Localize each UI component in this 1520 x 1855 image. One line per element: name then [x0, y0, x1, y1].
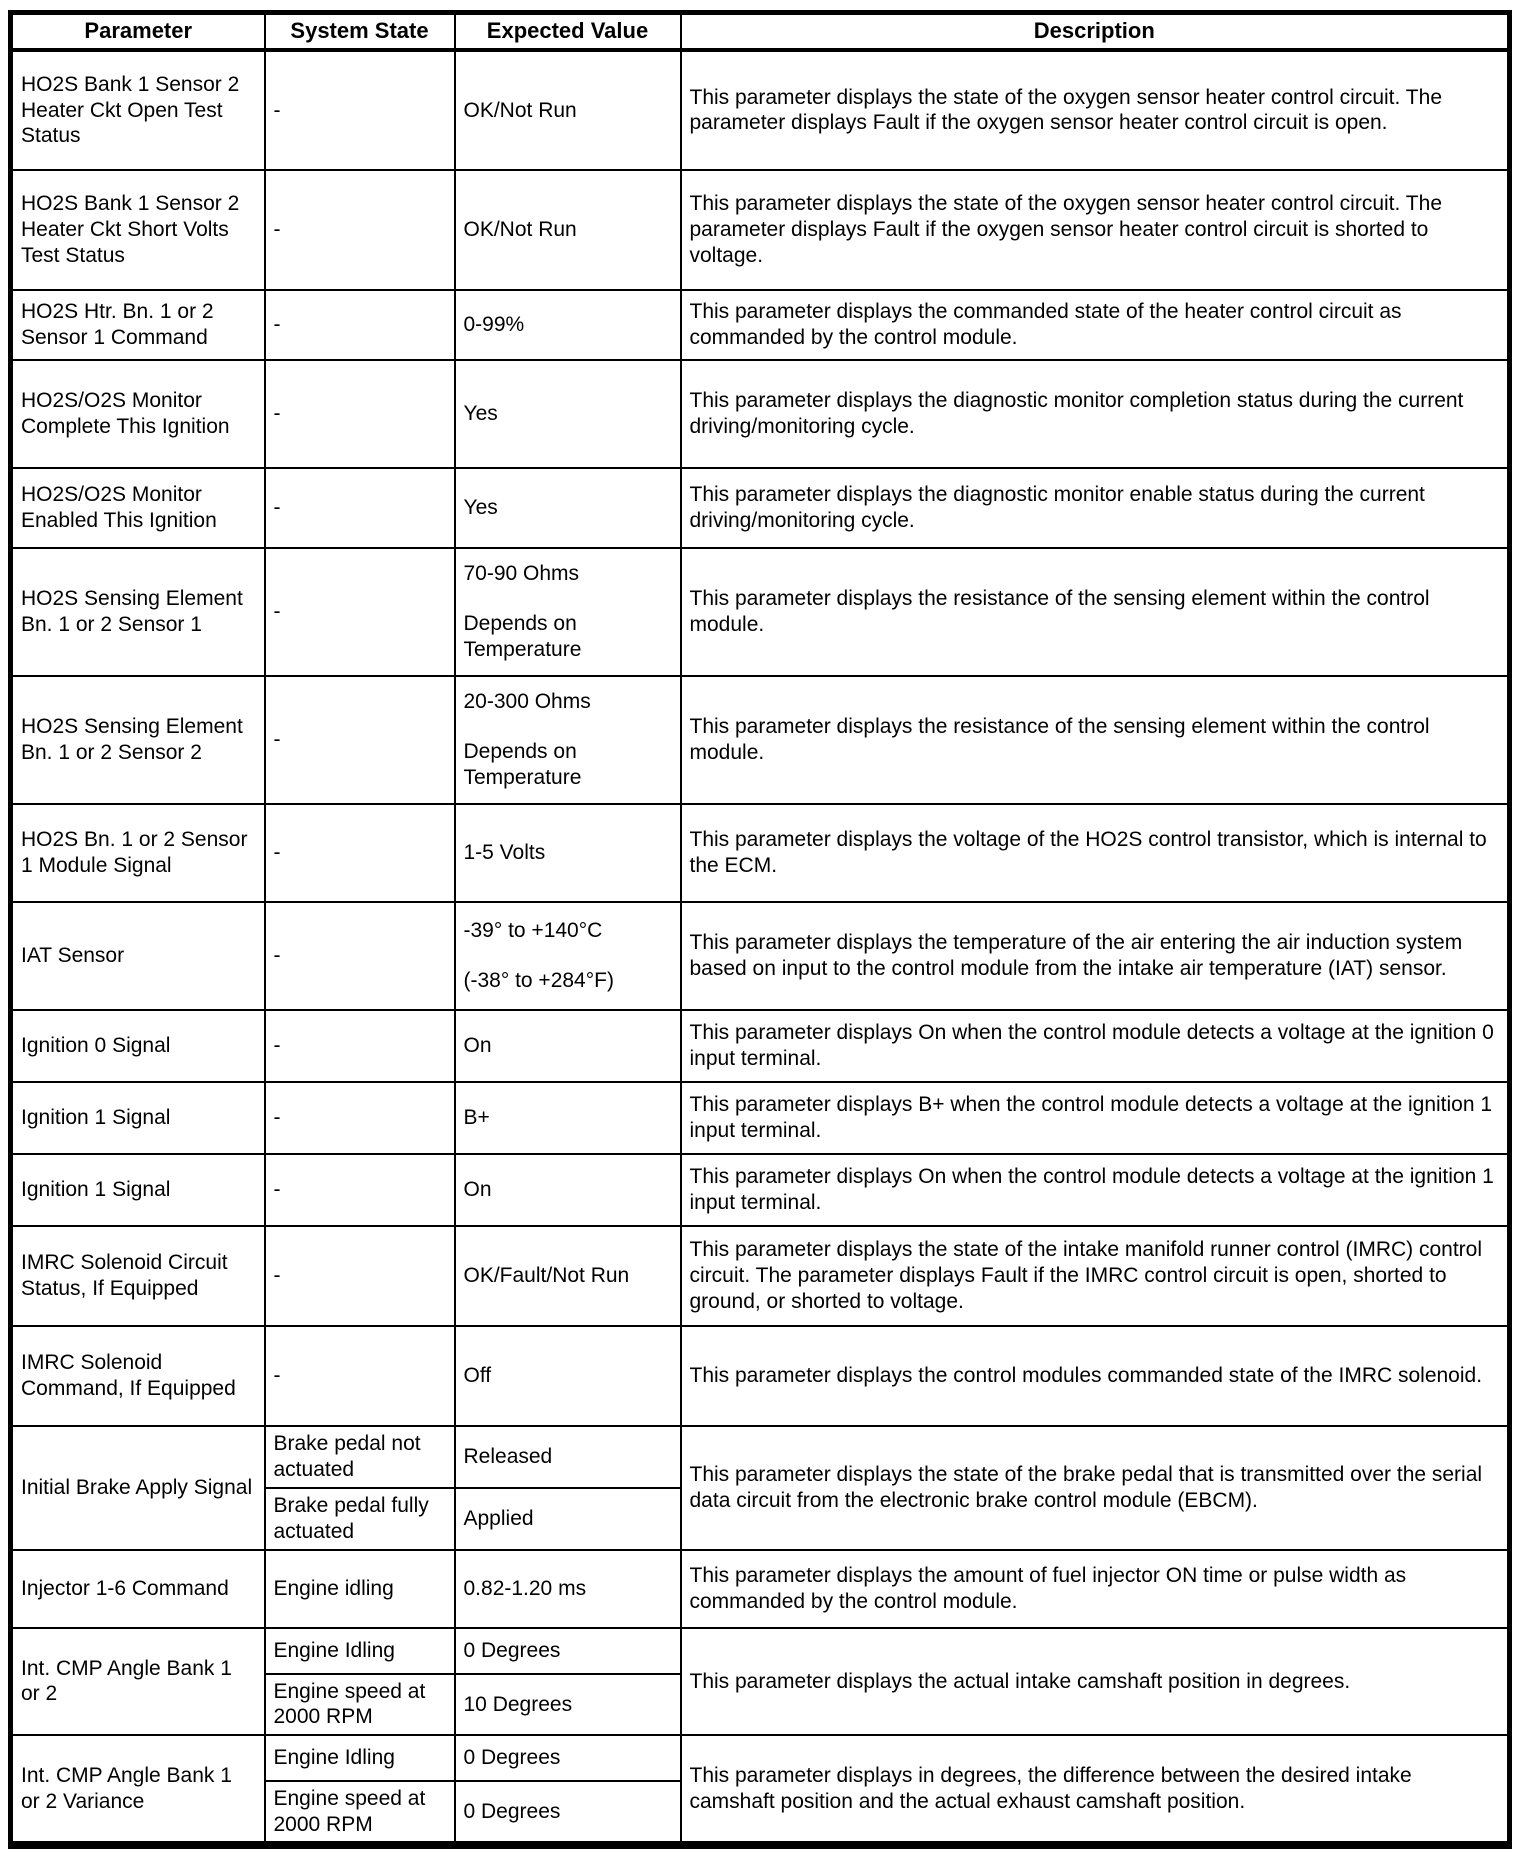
param-cell: Ignition 0 Signal: [11, 1010, 265, 1082]
table-row: [11, 1154, 1510, 1226]
value-cell: 0 Degrees: [455, 1781, 681, 1845]
value-cell: On: [455, 1154, 681, 1226]
param-cell: Ignition 1 Signal: [11, 1154, 265, 1226]
desc-cell: This parameter displays the actual intake camshaft position in degrees.: [681, 1628, 1510, 1735]
param-cell: HO2S/O2S Monitor Enabled This Ignition: [11, 468, 265, 548]
param-cell: IMRC Solenoid Command, If Equipped: [11, 1326, 265, 1426]
table-row: [11, 290, 1510, 360]
state-cell: -: [265, 50, 455, 170]
header-parameter: Parameter: [11, 13, 265, 50]
state-cell: Engine speed at 2000 RPM: [265, 1674, 455, 1735]
table-row: [11, 902, 1510, 1010]
state-cell: -: [265, 360, 455, 468]
state-cell: -: [265, 1326, 455, 1426]
header-description: Description: [681, 13, 1510, 50]
value-line-1: 70-90 Ohms: [463, 562, 580, 586]
desc-cell: This parameter displays the commanded state of the heater control circuit as commanded by the control module.: [681, 290, 1510, 360]
table-row: [11, 1426, 1510, 1488]
value-line-1: -39° to +140°C: [463, 919, 603, 943]
value-cell: 0.82-1.20 ms: [455, 1550, 681, 1628]
state-cell: -: [265, 1226, 455, 1326]
desc-cell: This parameter displays in degrees, the difference between the desired intake camshaft position and the actual exhaust camshaft position.: [681, 1735, 1510, 1845]
header-system-state: System State: [265, 13, 455, 50]
table-row: [11, 360, 1510, 468]
table-row: [11, 548, 1510, 676]
value-cell: B+: [455, 1082, 681, 1154]
desc-cell: This parameter displays the resistance of the sensing element within the control module.: [681, 548, 1510, 676]
state-cell: Engine Idling: [265, 1628, 455, 1674]
value-line-2: Depends on Temperature: [463, 740, 582, 789]
state-cell: -: [265, 1154, 455, 1226]
state-cell: -: [265, 1010, 455, 1082]
table-row: [11, 1010, 1510, 1082]
table-row: [11, 1082, 1510, 1154]
desc-cell: This parameter displays the state of the oxygen sensor heater control circuit. The parameter displays Fault if the oxygen sensor heater control circuit is shorted to voltage.: [681, 170, 1510, 290]
value-cell: Applied: [455, 1488, 681, 1550]
state-cell: -: [265, 902, 455, 1010]
value-cell: 1-5 Volts: [455, 804, 681, 902]
value-cell: Released: [455, 1426, 681, 1488]
param-cell: Ignition 1 Signal: [11, 1082, 265, 1154]
desc-cell: This parameter displays the temperature of the air entering the air induction system based on input to the control module from the intake air temperature (IAT) sensor.: [681, 902, 1510, 1010]
value-cell: OK/Not Run: [455, 50, 681, 170]
table-row: [11, 50, 1510, 170]
state-cell: -: [265, 804, 455, 902]
desc-cell: This parameter displays B+ when the control module detects a voltage at the ignition 1 input terminal.: [681, 1082, 1510, 1154]
desc-cell: This parameter displays the state of the intake manifold runner control (IMRC) control circuit. The parameter displays Fault if the IMRC control circuit is open, shorted to ground, or shorted to voltage.: [681, 1226, 1510, 1326]
desc-cell: This parameter displays the diagnostic monitor enable status during the current driving/monitoring cycle.: [681, 468, 1510, 548]
value-line-2: Depends on Temperature: [463, 612, 582, 661]
value-cell: On: [455, 1010, 681, 1082]
value-cell: 0 Degrees: [455, 1735, 681, 1781]
desc-cell: This parameter displays the state of the oxygen sensor heater control circuit. The parameter displays Fault if the oxygen sensor heater control circuit is open.: [681, 50, 1510, 170]
desc-cell: This parameter displays On when the control module detects a voltage at the ignition 1 input terminal.: [681, 1154, 1510, 1226]
param-cell: HO2S/O2S Monitor Complete This Ignition: [11, 360, 265, 468]
value-cell: Yes: [455, 360, 681, 468]
param-cell: HO2S Bn. 1 or 2 Sensor 1 Module Signal: [11, 804, 265, 902]
parameter-table: [8, 10, 1512, 1849]
state-cell: Engine Idling: [265, 1735, 455, 1781]
state-cell: Engine idling: [265, 1550, 455, 1628]
value-line-1: 20-300 Ohms: [463, 690, 591, 714]
desc-cell: This parameter displays the amount of fuel injector ON time or pulse width as commanded by the control module.: [681, 1550, 1510, 1628]
value-cell: 0-99%: [455, 290, 681, 360]
desc-cell: This parameter displays the diagnostic monitor completion status during the current driving/monitoring cycle.: [681, 360, 1510, 468]
value-cell: 10 Degrees: [455, 1674, 681, 1735]
param-cell: Injector 1-6 Command: [11, 1550, 265, 1628]
param-cell: HO2S Bank 1 Sensor 2 Heater Ckt Short Volts Test Status: [11, 170, 265, 290]
state-cell: -: [265, 290, 455, 360]
desc-cell: This parameter displays On when the control module detects a voltage at the ignition 0 input terminal.: [681, 1010, 1510, 1082]
param-cell: IMRC Solenoid Circuit Status, If Equipped: [11, 1226, 265, 1326]
desc-cell: This parameter displays the control modules commanded state of the IMRC solenoid.: [681, 1326, 1510, 1426]
desc-cell: This parameter displays the state of the brake pedal that is transmitted over the serial data circuit from the electronic brake control module (EBCM).: [681, 1426, 1510, 1550]
state-cell: Brake pedal fully actuated: [265, 1488, 455, 1550]
param-cell: HO2S Htr. Bn. 1 or 2 Sensor 1 Command: [11, 290, 265, 360]
header-expected-value: Expected Value: [455, 13, 681, 50]
param-cell: HO2S Bank 1 Sensor 2 Heater Ckt Open Test Status: [11, 50, 265, 170]
param-cell: Initial Brake Apply Signal: [11, 1426, 265, 1550]
value-cell: 0 Degrees: [455, 1628, 681, 1674]
state-cell: -: [265, 676, 455, 804]
value-line-2: (-38° to +284°F): [463, 968, 614, 992]
table-row: [11, 1628, 1510, 1674]
state-cell: Engine speed at 2000 RPM: [265, 1781, 455, 1845]
table-row: [11, 1226, 1510, 1326]
desc-cell: This parameter displays the voltage of the HO2S control transistor, which is internal to the ECM.: [681, 804, 1510, 902]
param-cell: IAT Sensor: [11, 902, 265, 1010]
param-cell: Int. CMP Angle Bank 1 or 2: [11, 1628, 265, 1735]
value-cell: Yes: [455, 468, 681, 548]
table-row: [11, 804, 1510, 902]
state-cell: -: [265, 548, 455, 676]
table-row: [11, 170, 1510, 290]
param-cell: Int. CMP Angle Bank 1 or 2 Variance: [11, 1735, 265, 1845]
state-cell: Brake pedal not actuated: [265, 1426, 455, 1488]
state-cell: -: [265, 468, 455, 548]
value-cell: OK/Fault/Not Run: [455, 1226, 681, 1326]
value-cell: OK/Not Run: [455, 170, 681, 290]
table-row: [11, 1735, 1510, 1781]
value-cell: [455, 548, 681, 676]
value-cell: Off: [455, 1326, 681, 1426]
state-cell: -: [265, 170, 455, 290]
table-row: [11, 468, 1510, 548]
param-cell: HO2S Sensing Element Bn. 1 or 2 Sensor 1: [11, 548, 265, 676]
state-cell: -: [265, 1082, 455, 1154]
table-row: [11, 1326, 1510, 1426]
value-cell: [455, 676, 681, 804]
desc-cell: This parameter displays the resistance of the sensing element within the control module.: [681, 676, 1510, 804]
table-row: [11, 676, 1510, 804]
header-row: [11, 13, 1510, 50]
table-row: [11, 1550, 1510, 1628]
param-cell: HO2S Sensing Element Bn. 1 or 2 Sensor 2: [11, 676, 265, 804]
value-cell: [455, 902, 681, 1010]
